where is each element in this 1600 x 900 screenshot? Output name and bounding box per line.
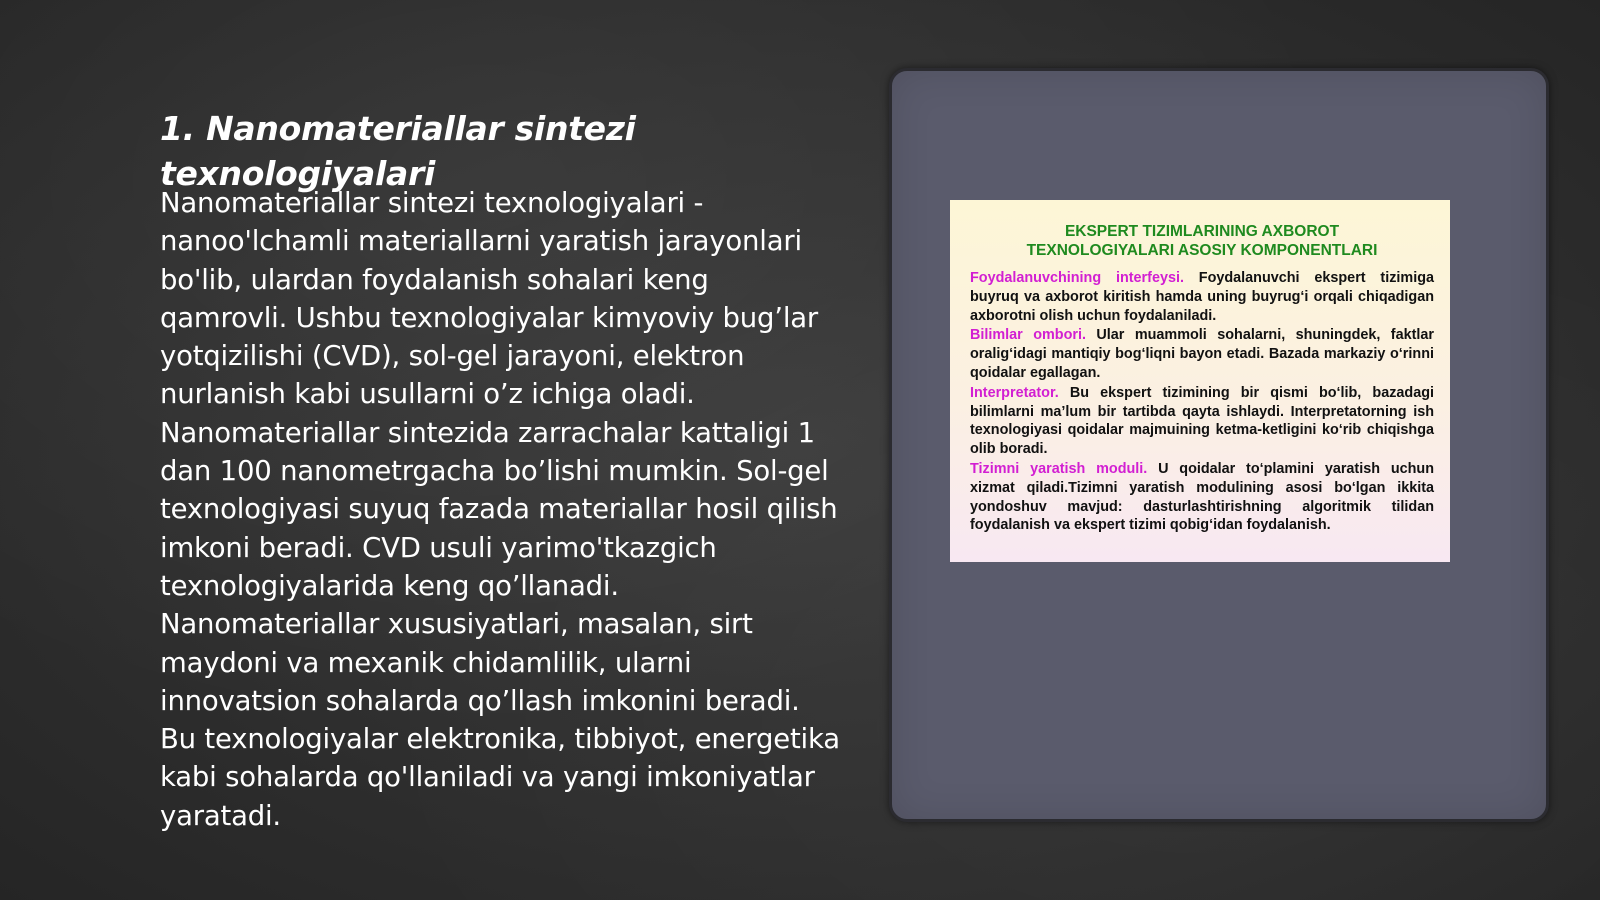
term-interface: Foydalanuvchining interfeysi.: [970, 270, 1184, 286]
paragraph-text: Foydalanuvchi ekspert tizimiga buyruq va axborot kiritish hamda uning buyrug‘i orqali chiqadigan axborotni olish uchun foydalaniladi.: [970, 270, 1434, 324]
term-system-module: Tizimni yaratish moduli.: [970, 460, 1148, 477]
paragraph-text: Bu ekspert tizimining bir qismi bo‘lib, bazadagi bilimlarni ma’lum bir tartibda qayta ishlaydi. Interpretatorning ish texnologiyasi qoidalar majmuining ketma-ketligini ko‘rib chiqishga olib boradi.: [970, 384, 1434, 458]
document-paragraph-knowledge-base: [970, 326, 1434, 382]
embedded-document-image: [950, 200, 1450, 562]
document-paragraph-system-module: [970, 460, 1434, 535]
slide-title: 1. Nanomateriallar sintezi texnologiyalari: [160, 109, 636, 193]
document-paragraph-interface: [970, 269, 1434, 325]
term-interpreter: Interpretator.: [970, 384, 1059, 401]
document-title: EKSPERT TIZIMLARINING AXBOROT TEXNOLOGIYALARI ASOSIY KOMPONENTLARI: [1026, 223, 1378, 259]
paragraph-text: U qoidalar to‘plamini yaratish uchun xizmat qiladi.Tizimni yaratish modulining asosi bo‘lgan ikkita yondoshuv mavjud: dasturlashtirishning algoritmik tilidan foydalanish va ekspert tizimi qobig‘idan foydalanish.: [970, 460, 1434, 534]
document-paragraph-interpreter: [970, 384, 1434, 459]
slide-body-text: Nanomateriallar sintezi texnologiyalari - nanoo'lchamli materiallarni yaratish jarayonlari bo'lib, ulardan foydalanish sohalari keng qamrovli. Ushbu texnologiyalar kimyoviy bug’lar yotqizilishi (CVD), sol-gel jarayoni, elektron nurlanish kabi usullarni o’z ichiga oladi. Nanomateriallar sintezida zarrachalar kattaligi 1 dan 100 nanometrgacha bo’lishi mumkin. Sol-gel texnologiyasi suyuq fazada materiallar hosil qilish imkoni beradi. CVD usuli yarimo'tkazgich texnologiyalarida keng qo’llanadi. Nanomateriallar xususiyatlari, masalan, sirt maydoni va mexanik chidamlilik, ularni innovatsion sohalarda qo’llash imkonini beradi. Bu texnologiyalar elektronika, tibbiyot, energetika kabi sohalarda qo'llaniladi va yangi imkoniyatlar yaratadi.: [160, 187, 840, 832]
paragraph-text: Ular muammoli sohalarni, shuningdek, faktlar oralig‘idagi mantiqiy bog‘liqni bayon etadi. Bazada markaziy o‘rinni qoidalar egallagan.: [970, 327, 1435, 381]
term-knowledge-base: Bilimlar ombori.: [970, 327, 1086, 344]
